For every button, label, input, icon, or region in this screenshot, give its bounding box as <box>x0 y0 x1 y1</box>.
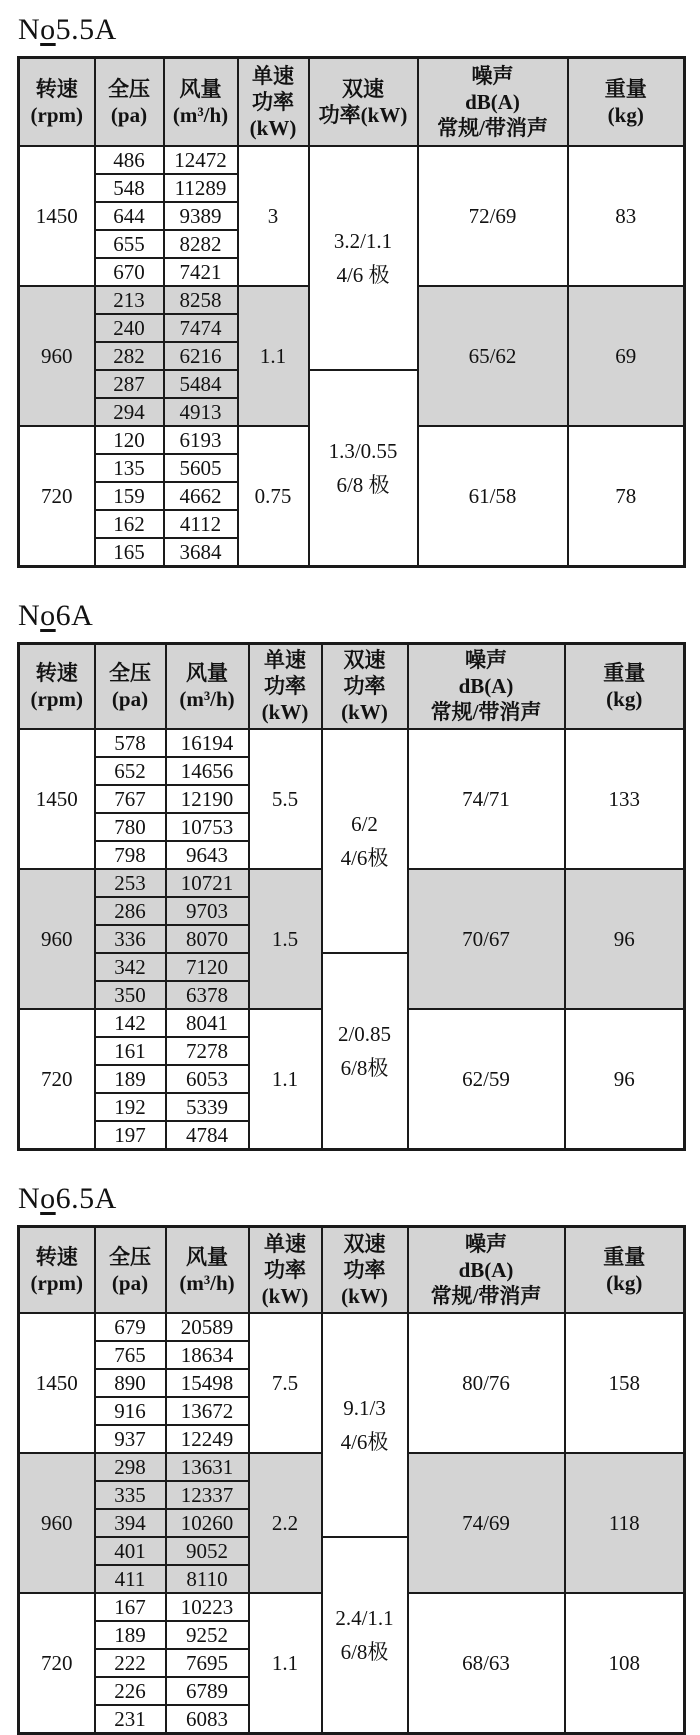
col-speed-header-line: 转速 <box>35 1244 78 1269</box>
col-noise-header-line: 常规/带消声 <box>437 115 548 140</box>
airflow-cell: 14656 <box>166 757 249 785</box>
col-speed-header <box>19 643 95 729</box>
weight-cell: 118 <box>565 1453 685 1593</box>
col-speed-header <box>19 1227 95 1313</box>
pressure-cell: 189 <box>95 1065 166 1093</box>
col-dual-speed-power-header-line: 双速 <box>342 76 384 101</box>
airflow-cell: 9703 <box>166 897 249 925</box>
col-weight-header-line: 重量 <box>603 661 646 686</box>
single-power-cell: 3 <box>238 146 309 286</box>
single-power-cell: 1.1 <box>249 1593 322 1734</box>
col-airflow-header <box>164 58 238 146</box>
col-weight-header <box>565 643 685 729</box>
table-row <box>19 146 685 174</box>
weight-cell: 108 <box>565 1593 685 1734</box>
col-airflow-header-line: 风量 <box>186 1244 228 1269</box>
pressure-cell: 120 <box>95 426 164 454</box>
airflow-cell: 18634 <box>166 1341 249 1369</box>
airflow-cell: 12249 <box>166 1425 249 1453</box>
col-speed-header-line: (rpm) <box>30 102 83 127</box>
single-power-cell: 5.5 <box>249 729 322 869</box>
dual-power-cell-line: 6/8极 <box>340 1639 389 1664</box>
col-pressure-header-line: 全压 <box>109 1244 151 1269</box>
col-single-speed-power-header-line: 功率 <box>264 1257 306 1282</box>
airflow-cell: 6378 <box>166 981 249 1009</box>
single-power-cell: 2.2 <box>249 1453 322 1593</box>
weight-cell: 158 <box>565 1313 685 1453</box>
col-dual-speed-power-header-line: 双速 <box>343 1231 386 1256</box>
col-single-speed-power-header-line: 单速 <box>264 1231 306 1256</box>
pressure-cell: 652 <box>95 757 166 785</box>
col-airflow-header-line: (m³/h) <box>179 1270 235 1295</box>
airflow-cell: 4112 <box>164 510 238 538</box>
col-pressure-header-line: (pa) <box>110 102 148 127</box>
model-title-prefix: N <box>18 13 41 46</box>
col-pressure-header <box>95 643 166 729</box>
dual-power-cell-line: 4/6 极 <box>336 262 390 287</box>
col-pressure-header-line: 全压 <box>108 76 150 101</box>
pressure-cell: 644 <box>95 202 164 230</box>
pressure-cell: 165 <box>95 538 164 567</box>
pressure-cell: 890 <box>95 1369 166 1397</box>
pressure-cell: 336 <box>95 925 166 953</box>
rpm-cell: 960 <box>19 286 95 426</box>
model-title-prefix: N <box>18 1182 41 1215</box>
airflow-cell: 12190 <box>166 785 249 813</box>
noise-cell: 72/69 <box>418 146 568 286</box>
spec-table-no6-5a <box>17 1225 686 1735</box>
airflow-cell: 9252 <box>166 1621 249 1649</box>
airflow-cell: 8110 <box>166 1565 249 1593</box>
airflow-cell: 10260 <box>166 1509 249 1537</box>
col-pressure-header <box>95 58 164 146</box>
col-dual-speed-power-header-line: 功率 <box>343 674 386 699</box>
airflow-cell: 6216 <box>164 342 238 370</box>
col-weight-header-line: 重量 <box>604 76 647 101</box>
col-pressure-header-line: 全压 <box>109 661 151 686</box>
pressure-cell: 167 <box>95 1593 166 1621</box>
weight-cell: 78 <box>568 426 685 567</box>
dual-power-cell <box>309 370 418 567</box>
dual-power-cell-line: 6/8极 <box>340 1056 389 1080</box>
pressure-cell: 916 <box>95 1397 166 1425</box>
dual-power-cell <box>309 146 418 370</box>
airflow-cell: 8282 <box>164 230 238 258</box>
rpm-cell: 960 <box>19 869 95 1009</box>
pressure-cell: 679 <box>95 1313 166 1341</box>
table-row <box>19 1313 685 1341</box>
col-speed-header <box>19 58 95 146</box>
airflow-cell: 7695 <box>166 1649 249 1677</box>
col-noise-header <box>408 643 565 729</box>
airflow-cell: 8070 <box>166 925 249 953</box>
airflow-cell: 10753 <box>166 813 249 841</box>
airflow-cell: 5339 <box>166 1093 249 1121</box>
dual-power-cell <box>322 1313 408 1537</box>
pressure-cell: 298 <box>95 1453 166 1481</box>
col-speed-header-line: 转速 <box>35 76 78 101</box>
airflow-cell: 4913 <box>164 398 238 426</box>
col-noise-header-line: 噪声 <box>465 1231 507 1256</box>
col-single-speed-power-header-line: (kW) <box>261 700 309 725</box>
pressure-cell: 335 <box>95 1481 166 1509</box>
noise-cell: 74/69 <box>408 1453 565 1593</box>
col-weight-header-line: (kg) <box>607 102 644 127</box>
col-single-speed-power-header-line: 功率 <box>264 674 306 699</box>
col-noise-header <box>408 1227 565 1313</box>
col-weight-header-line: (kg) <box>606 687 643 712</box>
pressure-cell: 350 <box>95 981 166 1009</box>
airflow-cell: 7474 <box>164 314 238 342</box>
airflow-cell: 7120 <box>166 953 249 981</box>
dual-power-cell-line: 2/0.85 <box>337 1022 392 1046</box>
model-title-underlined-o: o <box>40 598 56 632</box>
pressure-cell: 231 <box>95 1705 166 1734</box>
noise-cell: 74/71 <box>408 729 565 869</box>
noise-cell: 62/59 <box>408 1009 565 1150</box>
pressure-cell: 213 <box>95 286 164 314</box>
pressure-cell: 937 <box>95 1425 166 1453</box>
airflow-cell: 4784 <box>166 1121 249 1150</box>
pressure-cell: 765 <box>95 1341 166 1369</box>
airflow-cell: 20589 <box>166 1313 249 1341</box>
pressure-cell: 135 <box>95 454 164 482</box>
pressure-cell: 226 <box>95 1677 166 1705</box>
header-row <box>19 58 685 146</box>
pressure-cell: 222 <box>95 1649 166 1677</box>
model-title-prefix: N <box>18 598 41 632</box>
col-single-speed-power-header <box>238 58 309 146</box>
col-speed-header-line: 转速 <box>35 661 78 686</box>
weight-cell: 83 <box>568 146 685 286</box>
weight-cell: 133 <box>565 729 685 869</box>
pressure-cell: 780 <box>95 813 166 841</box>
noise-cell: 65/62 <box>418 286 568 426</box>
col-pressure-header-line: (pa) <box>111 1270 149 1295</box>
rpm-cell: 1450 <box>19 146 95 286</box>
col-noise-header-line: 常规/带消声 <box>430 1283 542 1308</box>
pressure-cell: 294 <box>95 398 164 426</box>
spec-table-no6a <box>17 642 686 1152</box>
model-title-size: 5.5A <box>55 13 117 46</box>
pressure-cell: 394 <box>95 1509 166 1537</box>
rpm-cell: 960 <box>19 1453 95 1593</box>
col-single-speed-power-header <box>249 1227 322 1313</box>
airflow-cell: 4662 <box>164 482 238 510</box>
pressure-cell: 159 <box>95 482 164 510</box>
col-airflow-header-line: 风量 <box>186 661 228 686</box>
airflow-cell: 16194 <box>166 729 249 757</box>
pressure-cell: 282 <box>95 342 164 370</box>
airflow-cell: 5605 <box>164 454 238 482</box>
section-no5-5a <box>17 12 683 568</box>
col-dual-speed-power-header-line: 双速 <box>343 648 386 673</box>
airflow-cell: 15498 <box>166 1369 249 1397</box>
model-title-underlined-o: o <box>40 13 56 46</box>
airflow-cell: 9643 <box>166 841 249 869</box>
weight-cell: 96 <box>565 869 685 1009</box>
pressure-cell: 655 <box>95 230 164 258</box>
airflow-cell: 9052 <box>166 1537 249 1565</box>
airflow-cell: 6193 <box>164 426 238 454</box>
rpm-cell: 720 <box>19 1593 95 1734</box>
pressure-cell: 578 <box>95 729 166 757</box>
single-power-cell: 0.75 <box>238 426 309 567</box>
airflow-cell: 5484 <box>164 370 238 398</box>
pressure-cell: 253 <box>95 869 166 897</box>
pressure-cell: 197 <box>95 1121 166 1150</box>
rpm-cell: 1450 <box>19 1313 95 1453</box>
col-dual-speed-power-header-line: (kW) <box>341 1283 388 1308</box>
pressure-cell: 142 <box>95 1009 166 1037</box>
airflow-cell: 7278 <box>166 1037 249 1065</box>
col-airflow-header-line: (m³/h) <box>172 102 229 127</box>
airflow-cell: 12472 <box>164 146 238 174</box>
col-noise-header-line: dB(A) <box>458 1257 514 1282</box>
col-noise-header-line: 噪声 <box>465 648 507 673</box>
model-title <box>18 1181 683 1217</box>
pressure-cell: 342 <box>95 953 166 981</box>
noise-cell: 61/58 <box>418 426 568 567</box>
single-power-cell: 1.1 <box>238 286 309 426</box>
model-title-underlined-o: o <box>40 1182 56 1215</box>
airflow-cell: 10223 <box>166 1593 249 1621</box>
pressure-cell: 548 <box>95 174 164 202</box>
col-single-speed-power-header-line: 单速 <box>252 63 294 88</box>
dual-power-cell-line: 9.1/3 <box>343 1395 386 1420</box>
airflow-cell: 13672 <box>166 1397 249 1425</box>
col-dual-speed-power-header <box>309 58 418 146</box>
airflow-cell: 8258 <box>164 286 238 314</box>
dual-power-cell <box>322 729 408 953</box>
col-dual-speed-power-header-line: 功率 <box>343 1257 386 1282</box>
col-weight-header <box>565 1227 685 1313</box>
airflow-cell: 6053 <box>166 1065 249 1093</box>
col-speed-header-line: (rpm) <box>30 687 83 712</box>
col-dual-speed-power-header-line: 功率(kW) <box>318 102 408 127</box>
model-title-size: 6A <box>55 598 94 632</box>
col-noise-header-line: dB(A) <box>458 674 514 699</box>
pressure-cell: 287 <box>95 370 164 398</box>
dual-power-cell-line: 2.4/1.1 <box>335 1605 394 1630</box>
single-power-cell: 1.5 <box>249 869 322 1009</box>
col-noise-header-line: 常规/带消声 <box>430 700 542 725</box>
col-pressure-header <box>95 1227 166 1313</box>
col-airflow-header <box>166 1227 249 1313</box>
col-airflow-header-line: (m³/h) <box>179 687 235 712</box>
col-airflow-header-line: 风量 <box>179 76 222 101</box>
col-single-speed-power-header-line: (kW) <box>261 1283 309 1308</box>
pressure-cell: 240 <box>95 314 164 342</box>
pressure-cell: 286 <box>95 897 166 925</box>
model-title <box>18 12 683 48</box>
airflow-cell: 8041 <box>166 1009 249 1037</box>
rpm-cell: 1450 <box>19 729 95 869</box>
col-noise-header <box>418 58 568 146</box>
rpm-cell: 720 <box>19 426 95 567</box>
pressure-cell: 401 <box>95 1537 166 1565</box>
pressure-cell: 670 <box>95 258 164 286</box>
airflow-cell: 13631 <box>166 1453 249 1481</box>
pressure-cell: 192 <box>95 1093 166 1121</box>
weight-cell: 96 <box>565 1009 685 1150</box>
pressure-cell: 411 <box>95 1565 166 1593</box>
airflow-cell: 9389 <box>164 202 238 230</box>
dual-power-cell-line: 6/8 极 <box>336 472 390 497</box>
dual-power-cell-line: 3.2/1.1 <box>333 228 393 253</box>
col-single-speed-power-header <box>249 643 322 729</box>
dual-power-cell-line: 6/2 <box>351 812 378 836</box>
col-single-speed-power-header-line: 功率 <box>252 89 294 114</box>
header-row <box>19 643 685 729</box>
airflow-cell: 6083 <box>166 1705 249 1734</box>
pressure-cell: 162 <box>95 510 164 538</box>
noise-cell: 70/67 <box>408 869 565 1009</box>
noise-cell: 80/76 <box>408 1313 565 1453</box>
col-noise-header-line: 噪声 <box>471 63 514 88</box>
pressure-cell: 161 <box>95 1037 166 1065</box>
spec-table-no5-5a <box>17 56 686 568</box>
airflow-cell: 10721 <box>166 869 249 897</box>
pressure-cell: 486 <box>95 146 164 174</box>
col-weight-header-line: 重量 <box>603 1244 646 1269</box>
airflow-cell: 6789 <box>166 1677 249 1705</box>
model-title-size: 6.5A <box>55 1182 117 1215</box>
airflow-cell: 7421 <box>164 258 238 286</box>
single-power-cell: 7.5 <box>249 1313 322 1453</box>
dual-power-cell <box>322 953 408 1150</box>
airflow-cell: 12337 <box>166 1481 249 1509</box>
model-title <box>18 598 683 634</box>
col-pressure-header-line: (pa) <box>111 687 149 712</box>
col-single-speed-power-header-line: 单速 <box>264 648 306 673</box>
col-speed-header-line: (rpm) <box>30 1270 83 1295</box>
pressure-cell: 798 <box>95 841 166 869</box>
dual-power-cell <box>322 1537 408 1734</box>
section-no6-5a <box>17 1181 683 1735</box>
table-row <box>19 729 685 757</box>
single-power-cell: 1.1 <box>249 1009 322 1150</box>
airflow-cell: 3684 <box>164 538 238 567</box>
col-single-speed-power-header-line: (kW) <box>249 115 297 140</box>
section-no6a <box>17 598 683 1152</box>
rpm-cell: 720 <box>19 1009 95 1150</box>
col-noise-header-line: dB(A) <box>465 89 520 114</box>
pressure-cell: 767 <box>95 785 166 813</box>
col-dual-speed-power-header <box>322 1227 408 1313</box>
header-row <box>19 1227 685 1313</box>
dual-power-cell-line: 1.3/0.55 <box>328 438 398 463</box>
noise-cell: 68/63 <box>408 1593 565 1734</box>
dual-power-cell-line: 4/6极 <box>340 846 389 870</box>
dual-power-cell-line: 4/6极 <box>340 1429 389 1454</box>
col-weight-header-line: (kg) <box>606 1270 643 1295</box>
weight-cell: 69 <box>568 286 685 426</box>
airflow-cell: 11289 <box>164 174 238 202</box>
pressure-cell: 189 <box>95 1621 166 1649</box>
col-dual-speed-power-header-line: (kW) <box>341 700 388 725</box>
col-dual-speed-power-header <box>322 643 408 729</box>
col-airflow-header <box>166 643 249 729</box>
col-weight-header <box>568 58 685 146</box>
